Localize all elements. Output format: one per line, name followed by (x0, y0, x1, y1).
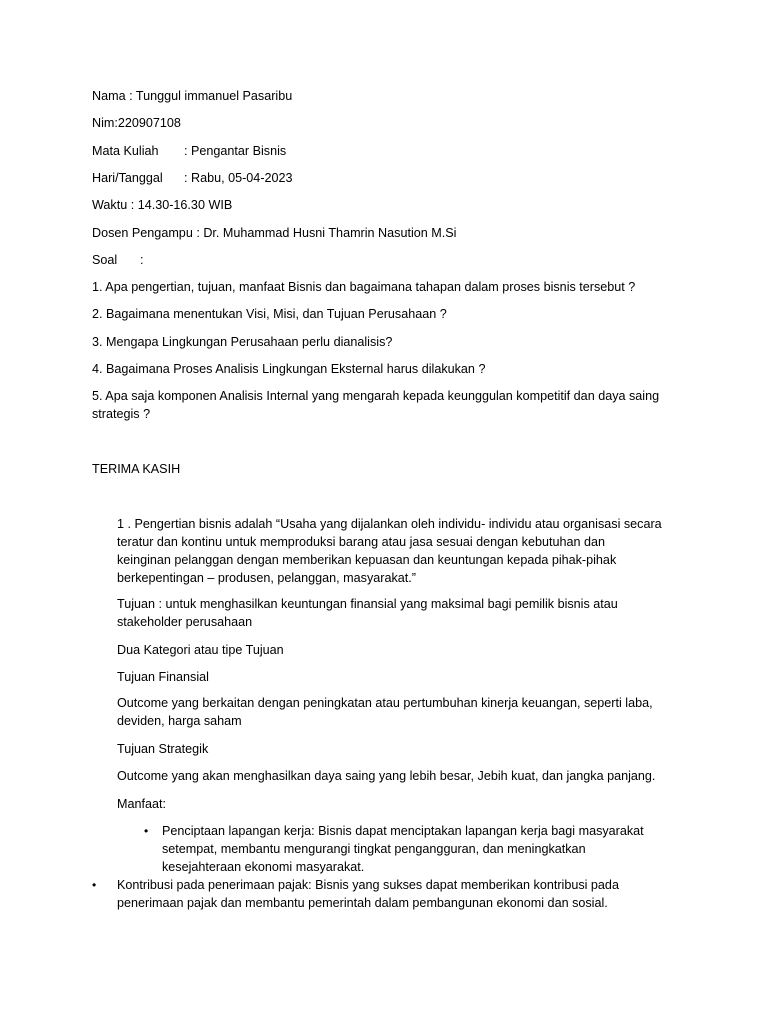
question-2: 2. Bagaimana menentukan Visi, Misi, dan Tujuan Perusahaan ? (92, 307, 447, 321)
questions-label: Soal (92, 253, 118, 267)
purpose-line-1: Tujuan : untuk menghasilkan keuntungan finansial yang maksimal bagi pemilik bisnis atau (117, 597, 618, 611)
questions-label-row (92, 251, 144, 269)
strategic-purpose-desc: Outcome yang akan menghasilkan daya saing yang lebih besar, Jebih kuat, dan jangka panjang. (117, 769, 656, 783)
benefit-2-line-2: penerimaan pajak dan membantu pemerintah dalam pembangunan ekonomi dan sosial. (117, 896, 608, 910)
question-5: 5. Apa saja komponen Analisis Internal yang mengarah kepada keunggulan kompetitif dan daya saing (92, 389, 660, 403)
answer-definition-line-1: 1 . Pengertian bisnis adalah “Usaha yang dijalankan oleh individu- individu atau organisasi secara (117, 517, 662, 531)
purpose-categories: Dua Kategori atau tipe Tujuan (117, 643, 284, 657)
financial-purpose-heading: Tujuan Finansial (117, 670, 209, 684)
question-5-continued: strategis ? (92, 407, 151, 421)
answer-definition-line-3: keinginan pelanggan dengan memberikan kepuasan dan keuntungan kepada pihak-pihak (117, 553, 617, 567)
student-name: Nama : Tunggul immanuel Pasaribu (92, 89, 293, 103)
strategic-purpose-heading: Tujuan Strategik (117, 742, 209, 756)
bullet-icon: • (144, 824, 149, 838)
student-nim: Nim:220907108 (92, 116, 181, 130)
benefit-1-line-1: Penciptaan lapangan kerja: Bisnis dapat menciptakan lapangan kerja bagi masyarakat (162, 824, 644, 838)
benefit-1-line-2: setempat, membantu mengurangi tingkat pengangguran, dan meningkatkan (162, 842, 586, 856)
question-3: 3. Mengapa Lingkungan Perusahaan perlu dianalisis? (92, 335, 393, 349)
benefits-heading: Manfaat: (117, 797, 167, 811)
date-label: Hari/Tanggal (92, 171, 163, 185)
course-label: Mata Kuliah (92, 144, 159, 158)
benefit-2-line-1: Kontribusi pada penerimaan pajak: Bisnis yang sukses dapat memberikan kontribusi pada (117, 878, 619, 892)
purpose-line-2: stakeholder perusahaan (117, 615, 253, 629)
time-row: Waktu : 14.30-16.30 WIB (92, 198, 233, 212)
date-value: : Rabu, 05-04-2023 (184, 171, 293, 185)
financial-purpose-line-2: deviden, harga saham (117, 714, 242, 728)
question-4: 4. Bagaimana Proses Analisis Lingkungan Eksternal harus dilakukan ? (92, 362, 486, 376)
closing-text: TERIMA KASIH (92, 462, 181, 476)
financial-purpose-line-1: Outcome yang berkaitan dengan peningkatan atau pertumbuhan kinerja keuangan, seperti laba, (117, 696, 653, 710)
lecturer-row: Dosen Pengampu : Dr. Muhammad Husni Thamrin Nasution M.Si (92, 226, 457, 240)
course-value: : Pengantar Bisnis (184, 144, 287, 158)
question-1: 1. Apa pengertian, tujuan, manfaat Bisnis dan bagaimana tahapan dalam proses bisnis tersebut ? (92, 280, 636, 294)
answer-definition-line-4: berkepentingan – produsen, pelanggan, masyarakat.” (117, 571, 416, 585)
bullet-icon: • (92, 878, 97, 892)
answer-definition-line-2: teratur dan kontinu untuk memproduksi barang atau jasa sesuai dengan kebutuhan dan (117, 535, 605, 549)
benefit-1-line-3: kesejahteraan ekonomi masyarakat. (162, 860, 365, 874)
questions-colon: : (140, 253, 144, 267)
date-row (92, 169, 293, 187)
course-row (92, 142, 286, 160)
